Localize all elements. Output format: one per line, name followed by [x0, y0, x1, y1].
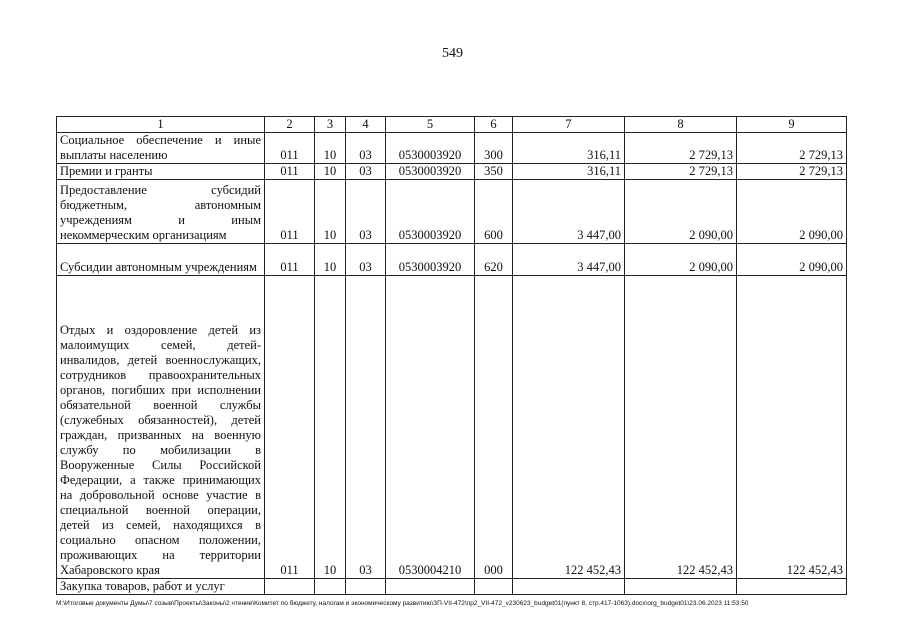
cell-expense-type: [475, 579, 513, 595]
cell-amount-8: 2 729,13: [625, 133, 737, 164]
budget-table: [56, 116, 847, 595]
cell-expense-type: 350: [475, 164, 513, 180]
cell-section: 10: [315, 244, 346, 276]
table-row: [57, 244, 847, 276]
cell-expense-type: 600: [475, 180, 513, 244]
cell-ministry: 011: [265, 164, 315, 180]
cell-section: 10: [315, 276, 346, 579]
table-header-row: [57, 117, 847, 133]
cell-amount-7: 3 447,00: [513, 180, 625, 244]
cell-section: [315, 579, 346, 595]
cell-section: 10: [315, 180, 346, 244]
column-header: 2: [265, 117, 315, 133]
table-row: [57, 579, 847, 595]
column-header: 1: [57, 117, 265, 133]
page-number: 549: [442, 46, 463, 61]
column-header: 3: [315, 117, 346, 133]
row-name: Социальное обеспечение и иные выплаты населению: [57, 133, 265, 164]
cell-amount-9: 2 090,00: [737, 244, 847, 276]
row-name: Премии и гранты: [57, 164, 265, 180]
table-row: [57, 276, 847, 579]
table-row: [57, 133, 847, 164]
cell-amount-7: 3 447,00: [513, 244, 625, 276]
table-row: [57, 164, 847, 180]
cell-amount-7: 316,11: [513, 133, 625, 164]
cell-expense-type: 000: [475, 276, 513, 579]
cell-amount-8: 122 452,43: [625, 276, 737, 579]
cell-subsection: 03: [346, 164, 386, 180]
cell-subsection: 03: [346, 244, 386, 276]
cell-amount-9: 2 729,13: [737, 164, 847, 180]
cell-amount-7: 316,11: [513, 164, 625, 180]
row-name: Субсидии автономным учреждениям: [57, 244, 265, 276]
cell-subsection: 03: [346, 180, 386, 244]
table-row: [57, 180, 847, 244]
cell-subsection: 03: [346, 276, 386, 579]
cell-ministry: 011: [265, 276, 315, 579]
cell-target: [386, 579, 475, 595]
column-header: 8: [625, 117, 737, 133]
column-header: 7: [513, 117, 625, 133]
cell-target: 0530003920: [386, 180, 475, 244]
cell-ministry: 011: [265, 244, 315, 276]
cell-subsection: 03: [346, 133, 386, 164]
cell-expense-type: 300: [475, 133, 513, 164]
column-header: 9: [737, 117, 847, 133]
cell-amount-9: 2 090,00: [737, 180, 847, 244]
row-name: Отдых и оздоровление детей из малоимущих семей, детей-инвалидов, детей военнослужащих, сотрудников правоохранительных органов, погибших при исполнении обязательной военной службы (служебных обязанностей), детей граждан, призванных на военную службу по мобилизации в Вооруженные Силы Российской Федерации, а также принимающих на добровольной основе участие в специальной военной операции, детей из семей, находящихся в социально опасном положении, проживающих на территории Хабаровского края: [57, 276, 265, 579]
cell-amount-9: 2 729,13: [737, 133, 847, 164]
cell-amount-9: [737, 579, 847, 595]
row-name: Закупка товаров, работ и услуг: [57, 579, 265, 595]
column-header: 6: [475, 117, 513, 133]
cell-target: 0530003920: [386, 133, 475, 164]
column-header: 5: [386, 117, 475, 133]
cell-target: 0530003920: [386, 244, 475, 276]
document-footer-path: M:\Итоговые документы Думы\7 созыв\Проекты\Законы\2 чтение\Комитет по бюджету, налогам и экономическому развитию\ЗП-VII-472\пр2_VII-472_v230623_budget01(пункт 8, стр.417-1063).docx\org_budget01\23.06.2023 11:53:50: [56, 600, 749, 607]
cell-subsection: [346, 579, 386, 595]
cell-amount-8: 2 090,00: [625, 180, 737, 244]
cell-expense-type: 620: [475, 244, 513, 276]
cell-ministry: 011: [265, 180, 315, 244]
column-header: 4: [346, 117, 386, 133]
cell-amount-8: [625, 579, 737, 595]
cell-amount-8: 2 090,00: [625, 244, 737, 276]
cell-amount-7: 122 452,43: [513, 276, 625, 579]
cell-section: 10: [315, 164, 346, 180]
cell-ministry: [265, 579, 315, 595]
cell-section: 10: [315, 133, 346, 164]
row-name: Предоставление субсидий бюджетным, автономным учреждениям и иным некоммерческим организациям: [57, 180, 265, 244]
cell-target: 0530003920: [386, 164, 475, 180]
cell-target: 0530004210: [386, 276, 475, 579]
cell-amount-8: 2 729,13: [625, 164, 737, 180]
cell-amount-9: 122 452,43: [737, 276, 847, 579]
cell-ministry: 011: [265, 133, 315, 164]
cell-amount-7: [513, 579, 625, 595]
